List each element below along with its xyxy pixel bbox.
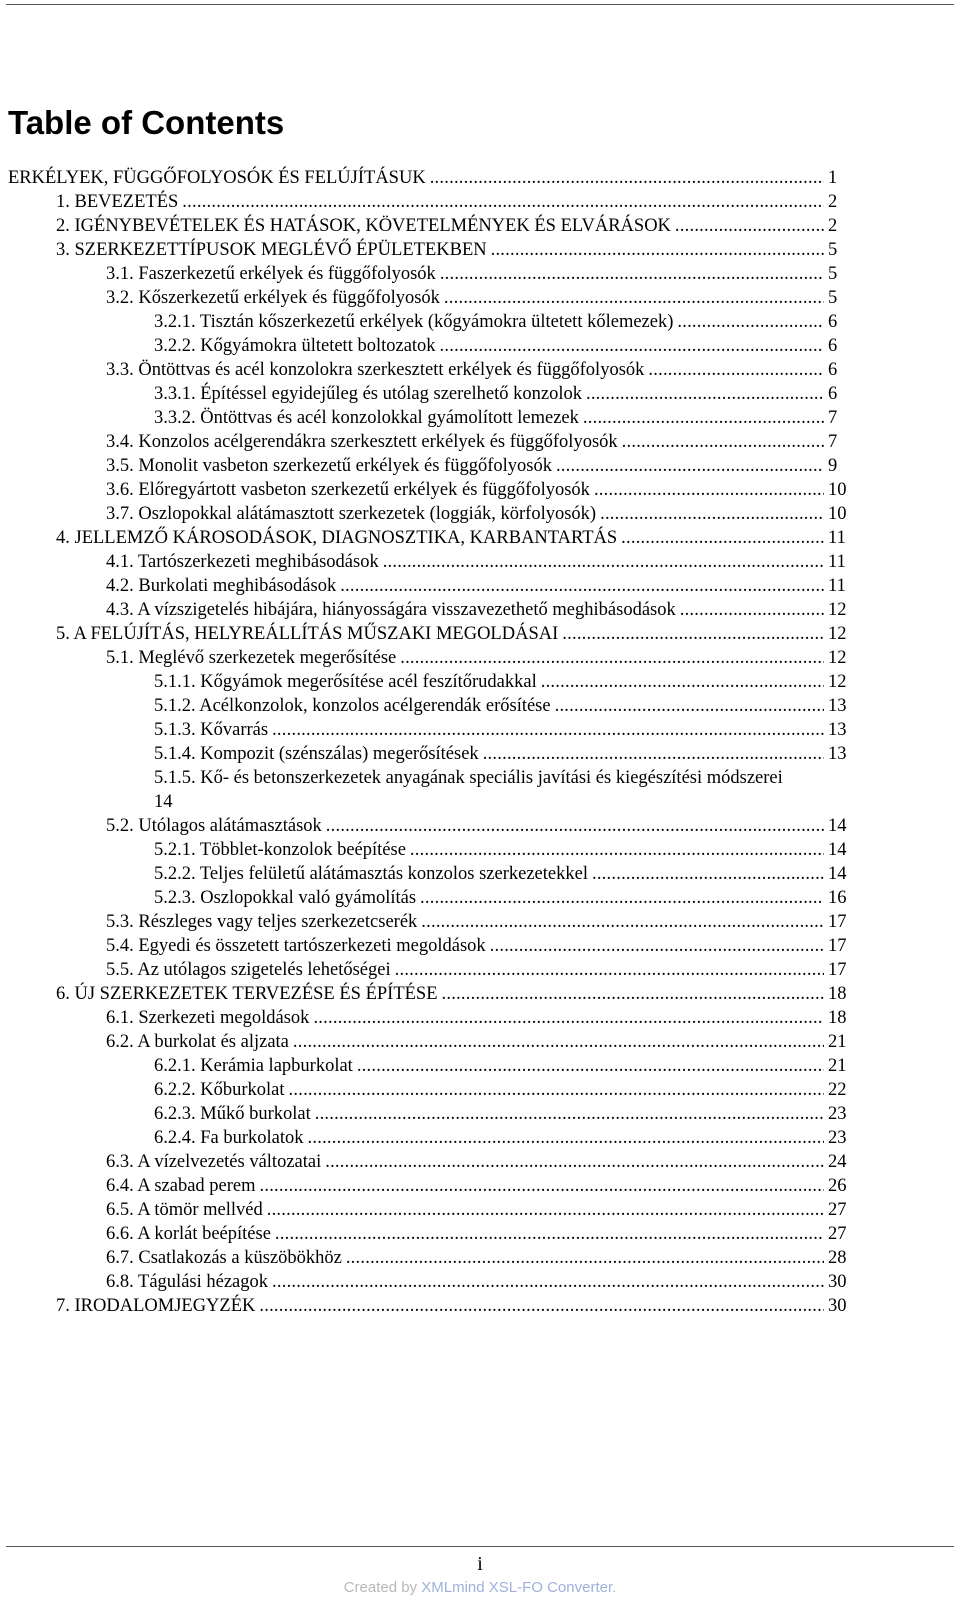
toc-entry-page: 30	[828, 1272, 847, 1292]
toc-entry[interactable]	[8, 574, 858, 598]
toc-dot-leader	[326, 814, 824, 838]
toc-entry[interactable]	[8, 310, 858, 334]
toc-entry-page: 2	[828, 216, 838, 236]
toc-entry-label: 5.2.2. Teljes felületű alátámasztás konzolos szerkezetekkel	[154, 864, 588, 884]
toc-dot-leader	[293, 1030, 824, 1054]
toc-entry-label: 3.7. Oszlopokkal alátámasztott szerkezetek (loggiák, körfolyosók)	[106, 504, 597, 524]
toc-entry-label: 4.3. A vízszigetelés hibájára, hiányosságára visszavezethető meghibásodások	[106, 600, 676, 620]
toc-entry[interactable]	[8, 262, 858, 286]
toc-entry-label: 3.3. Öntöttvas és acél konzolokra szerkesztett erkélyek és függőfolyosók	[106, 360, 645, 380]
toc-list	[8, 166, 888, 1318]
toc-entry-label: 6.1. Szerkezeti megoldások	[106, 1008, 310, 1028]
toc-dot-leader	[592, 862, 824, 886]
toc-entry-label: 3.2. Kőszerkezetű erkélyek és függőfolyosók	[106, 288, 440, 308]
toc-entry-page: 7	[828, 432, 838, 452]
toc-entry-label: 3.3.2. Öntöttvas és acél konzolokkal gyámolított lemezek	[154, 408, 579, 428]
toc-entry[interactable]	[8, 238, 858, 262]
toc-dot-leader	[182, 190, 824, 214]
footer-credit	[0, 1579, 960, 1596]
toc-entry[interactable]	[8, 766, 858, 814]
toc-entry[interactable]	[8, 502, 858, 526]
toc-entry-label: 6.2.4. Fa burkolatok	[154, 1128, 304, 1148]
toc-dot-leader	[272, 1270, 824, 1294]
toc-entry[interactable]	[8, 910, 858, 934]
toc-entry[interactable]	[8, 526, 858, 550]
toc-entry[interactable]	[8, 670, 858, 694]
toc-entry-page: 12	[828, 600, 847, 620]
toc-entry[interactable]	[8, 862, 858, 886]
toc-dot-leader	[308, 1126, 824, 1150]
toc-entry-label: 6.7. Csatlakozás a küszöbökhöz	[106, 1248, 342, 1268]
toc-dot-leader	[677, 310, 824, 334]
toc-entry-page: 17	[828, 936, 847, 956]
toc-entry-label: 6.4. A szabad perem	[106, 1176, 256, 1196]
header-rule	[6, 4, 954, 5]
toc-entry[interactable]	[8, 1270, 858, 1294]
toc-dot-leader	[622, 430, 824, 454]
toc-dot-leader	[315, 1102, 824, 1126]
toc-entry-label: 6.5. A tömör mellvéd	[106, 1200, 263, 1220]
toc-entry-page: 14	[828, 864, 847, 884]
toc-dot-leader	[648, 358, 824, 382]
toc-entry[interactable]	[8, 1222, 858, 1246]
toc-entry[interactable]	[8, 622, 858, 646]
toc-entry-page: 23	[828, 1104, 847, 1124]
toc-dot-leader	[383, 550, 824, 574]
toc-entry-page: 6	[828, 360, 838, 380]
toc-entry-page: 16	[828, 888, 847, 908]
toc-dot-leader	[440, 262, 824, 286]
toc-entry-label: 5.1.1. Kőgyámok megerősítése acél feszítőrudakkal	[154, 672, 537, 692]
toc-entry-label: 5.4. Egyedi és összetett tartószerkezeti megoldások	[106, 936, 486, 956]
toc-dot-leader	[555, 694, 824, 718]
toc-entry-page: 12	[828, 624, 847, 644]
toc-dot-leader	[313, 1006, 824, 1030]
toc-entry-page: 12	[828, 648, 847, 668]
toc-entry-label: 4.2. Burkolati meghibásodások	[106, 576, 337, 596]
toc-entry-page: 18	[828, 984, 847, 1004]
toc-entry-page: 26	[828, 1176, 847, 1196]
toc-entry-page: 13	[828, 744, 847, 764]
toc-entry-label: 6.6. A korlát beépítése	[106, 1224, 271, 1244]
toc-entry-label: 6.2. A burkolat és aljzata	[106, 1032, 289, 1052]
toc-dot-leader	[325, 1150, 824, 1174]
toc-dot-leader	[442, 982, 824, 1006]
toc-entry-page: 6	[828, 384, 838, 404]
toc-entry-label: 5.3. Részleges vagy teljes szerkezetcserék	[106, 912, 418, 932]
toc-entry-label: 5.2.3. Oszlopokkal való gyámolítás	[154, 888, 417, 908]
toc-entry-label: 5.2. Utólagos alátámasztások	[106, 816, 322, 836]
toc-entry[interactable]	[8, 742, 858, 766]
toc-entry[interactable]	[8, 286, 858, 310]
toc-entry[interactable]	[8, 718, 858, 742]
toc-entry[interactable]	[8, 406, 858, 430]
toc-entry-page: 28	[828, 1248, 847, 1268]
toc-dot-leader	[410, 838, 824, 862]
toc-entry[interactable]	[8, 1294, 858, 1318]
toc-entry[interactable]	[8, 478, 858, 502]
toc-entry[interactable]	[8, 334, 858, 358]
toc-entry-label: 5.1.4. Kompozit (szénszálas) megerősítések	[154, 744, 479, 764]
toc-entry[interactable]	[8, 1126, 858, 1150]
toc-dot-leader	[675, 214, 824, 238]
toc-entry-page: 30	[828, 1296, 847, 1316]
toc-entry-page: 7	[828, 408, 838, 428]
toc-entry[interactable]	[8, 382, 858, 406]
toc-entry-label: 6.2.3. Műkő burkolat	[154, 1104, 311, 1124]
toc-dot-leader	[400, 646, 824, 670]
toc-entry[interactable]	[8, 958, 858, 982]
toc-entry-page: 22	[828, 1080, 847, 1100]
toc-entry-page: 11	[828, 576, 846, 596]
toc-entry-label: 5.1.5. Kő- és betonszerkezetek anyagának speciális javítási és kiegészítési módszerei	[154, 768, 783, 788]
toc-entry-page: 5	[828, 288, 838, 308]
toc-dot-leader	[272, 718, 824, 742]
toc-entry-page: 5	[828, 264, 838, 284]
toc-entry-label: 5.1. Meglévő szerkezetek megerősítése	[106, 648, 397, 668]
toc-dot-leader	[357, 1054, 824, 1078]
toc-entry-label: 5.1.2. Acélkonzolok, konzolos acélgerendák erősítése	[154, 696, 551, 716]
toc-entry-page: 14	[154, 792, 173, 812]
toc-entry[interactable]	[8, 886, 858, 910]
toc-entry-page: 21	[828, 1056, 847, 1076]
toc-entry-label: 3.2.2. Kőgyámokra ültetett boltozatok	[154, 336, 436, 356]
toc-entry[interactable]	[8, 166, 858, 190]
toc-dot-leader	[346, 1246, 824, 1270]
toc-dot-leader	[491, 238, 824, 262]
toc-entry[interactable]	[8, 1102, 858, 1126]
toc-entry[interactable]	[8, 214, 858, 238]
toc-dot-leader	[594, 478, 824, 502]
toc-dot-leader	[340, 574, 824, 598]
toc-dot-leader	[621, 526, 824, 550]
toc-dot-leader	[430, 166, 824, 190]
toc-entry-label: 3.6. Előregyártott vasbeton szerkezetű erkélyek és függőfolyosók	[106, 480, 590, 500]
toc-entry-label: 6.8. Tágulási hézagok	[106, 1272, 269, 1292]
toc-entry-label: 4. JELLEMZŐ KÁROSODÁSOK, DIAGNOSZTIKA, KARBANTARTÁS	[56, 528, 618, 548]
toc-entry-label: 3.2.1. Tisztán kőszerkezetű erkélyek (kőgyámokra ültetett kőlemezek)	[154, 312, 674, 332]
toc-entry-page: 17	[828, 912, 847, 932]
toc-entry-page: 6	[828, 312, 838, 332]
toc-dot-leader	[267, 1198, 824, 1222]
toc-entry[interactable]	[8, 694, 858, 718]
toc-entry-page: 18	[828, 1008, 847, 1028]
toc-entry-label: 5. A FELÚJÍTÁS, HELYREÁLLÍTÁS MŰSZAKI MEGOLDÁSAI	[56, 624, 559, 644]
toc-dot-leader	[440, 334, 824, 358]
toc-entry-label: 3.5. Monolit vasbeton szerkezetű erkélyek és függőfolyosók	[106, 456, 552, 476]
toc-entry-page: 14	[828, 840, 847, 860]
toc-dot-leader	[490, 934, 824, 958]
toc-dot-leader	[395, 958, 824, 982]
toc-entry-page: 13	[828, 696, 847, 716]
toc-entry[interactable]	[8, 1078, 858, 1102]
toc-entry[interactable]	[8, 646, 858, 670]
toc-entry-page: 11	[828, 528, 846, 548]
toc-entry-label: 4.1. Tartószerkezeti meghibásodások	[106, 552, 379, 572]
toc-dot-leader	[260, 1174, 825, 1198]
toc-dot-leader	[541, 670, 824, 694]
toc-entry[interactable]	[8, 190, 858, 214]
toc-entry[interactable]	[8, 598, 858, 622]
toc-entry[interactable]	[8, 838, 858, 862]
footer-page-number: i	[477, 1553, 483, 1575]
toc-entry[interactable]	[8, 1006, 858, 1030]
toc-entry-page: 1	[828, 168, 838, 188]
toc-entry[interactable]	[8, 358, 858, 382]
toc-entry-page: 13	[828, 720, 847, 740]
credit-prefix: Created by	[343, 1579, 418, 1596]
toc-entry-page: 10	[828, 504, 847, 524]
toc-entry-label: 6.2.2. Kőburkolat	[154, 1080, 285, 1100]
toc-entry-page: 14	[828, 816, 847, 836]
toc-dot-leader	[600, 502, 824, 526]
toc-entry-label: 7. IRODALOMJEGYZÉK	[56, 1296, 256, 1316]
toc-entry-label: 3.3.1. Építéssel egyidejűleg és utólag szerelhető konzolok	[154, 384, 582, 404]
toc-entry[interactable]	[8, 934, 858, 958]
toc-dot-leader	[421, 910, 824, 934]
toc-dot-leader	[680, 598, 824, 622]
toc-entry-page: 10	[828, 480, 847, 500]
toc-entry[interactable]	[8, 1054, 858, 1078]
toc-entry[interactable]	[8, 814, 858, 838]
toc-dot-leader	[583, 406, 824, 430]
toc-entry-label: 6.2.1. Kerámia lapburkolat	[154, 1056, 353, 1076]
toc-entry-label: 1. BEVEZETÉS	[56, 192, 179, 212]
toc-entry-label: 3.1. Faszerkezetű erkélyek és függőfolyosók	[106, 264, 436, 284]
toc-dot-leader	[420, 886, 824, 910]
toc-entry-page: 23	[828, 1128, 847, 1148]
toc-entry[interactable]	[8, 1030, 858, 1054]
toc-entry-label: 5.2.1. Többlet-konzolok beépítése	[154, 840, 406, 860]
toc-entry-label: 3.4. Konzolos acélgerendákra szerkesztett erkélyek és függőfolyosók	[106, 432, 618, 452]
toc-dot-leader	[483, 742, 824, 766]
toc-entry-page: 17	[828, 960, 847, 980]
credit-suffix: .	[612, 1579, 617, 1596]
toc-entry[interactable]	[8, 550, 858, 574]
toc-entry[interactable]	[8, 454, 858, 478]
toc-dot-leader	[586, 382, 824, 406]
toc-entry-page: 12	[828, 672, 847, 692]
toc-entry-page: 21	[828, 1032, 847, 1052]
toc-entry-label: 5.5. Az utólagos szigetelés lehetőségei	[106, 960, 391, 980]
toc-entry-page: 5	[828, 240, 838, 260]
toc-entry-page: 27	[828, 1200, 847, 1220]
toc-entry-label: 3. SZERKEZETTÍPUSOK MEGLÉVŐ ÉPÜLETEKBEN	[56, 240, 487, 260]
toc-entry[interactable]	[8, 1174, 858, 1198]
toc-dot-leader	[289, 1078, 824, 1102]
toc-entry[interactable]	[8, 430, 858, 454]
toc-entry-label: 6. ÚJ SZERKEZETEK TERVEZÉSE ÉS ÉPÍTÉSE	[56, 984, 438, 1004]
toc-heading: Table of Contents	[8, 104, 285, 141]
toc-dot-leader	[444, 286, 824, 310]
toc-entry-label: 2. IGÉNYBEVÉTELEK ÉS HATÁSOK, KÖVETELMÉNYEK ÉS ELVÁRÁSOK	[56, 216, 671, 236]
toc-entry-page: 9	[828, 456, 838, 476]
toc-entry-page: 27	[828, 1224, 847, 1244]
footer-rule	[6, 1546, 954, 1547]
toc-entry-page: 6	[828, 336, 838, 356]
toc-entry-page: 11	[828, 552, 846, 572]
toc-entry-label: 6.3. A vízelvezetés változatai	[106, 1152, 322, 1172]
toc-dot-leader	[556, 454, 824, 478]
toc-entry[interactable]	[8, 1246, 858, 1270]
toc-entry[interactable]	[8, 982, 858, 1006]
credit-brand: XMLmind XSL-FO Converter	[421, 1579, 613, 1596]
toc-entry-label: 5.1.3. Kővarrás	[154, 720, 269, 740]
toc-dot-leader	[562, 622, 824, 646]
toc-dot-leader	[275, 1222, 824, 1246]
toc-entry-page: 2	[828, 192, 838, 212]
toc-entry-label: ERKÉLYEK, FÜGGŐFOLYOSÓK ÉS FELÚJÍTÁSUK	[8, 168, 426, 188]
toc-entry[interactable]	[8, 1150, 858, 1174]
toc-entry[interactable]	[8, 1198, 858, 1222]
toc-dot-leader	[259, 1294, 824, 1318]
toc-entry-page: 24	[828, 1152, 847, 1172]
